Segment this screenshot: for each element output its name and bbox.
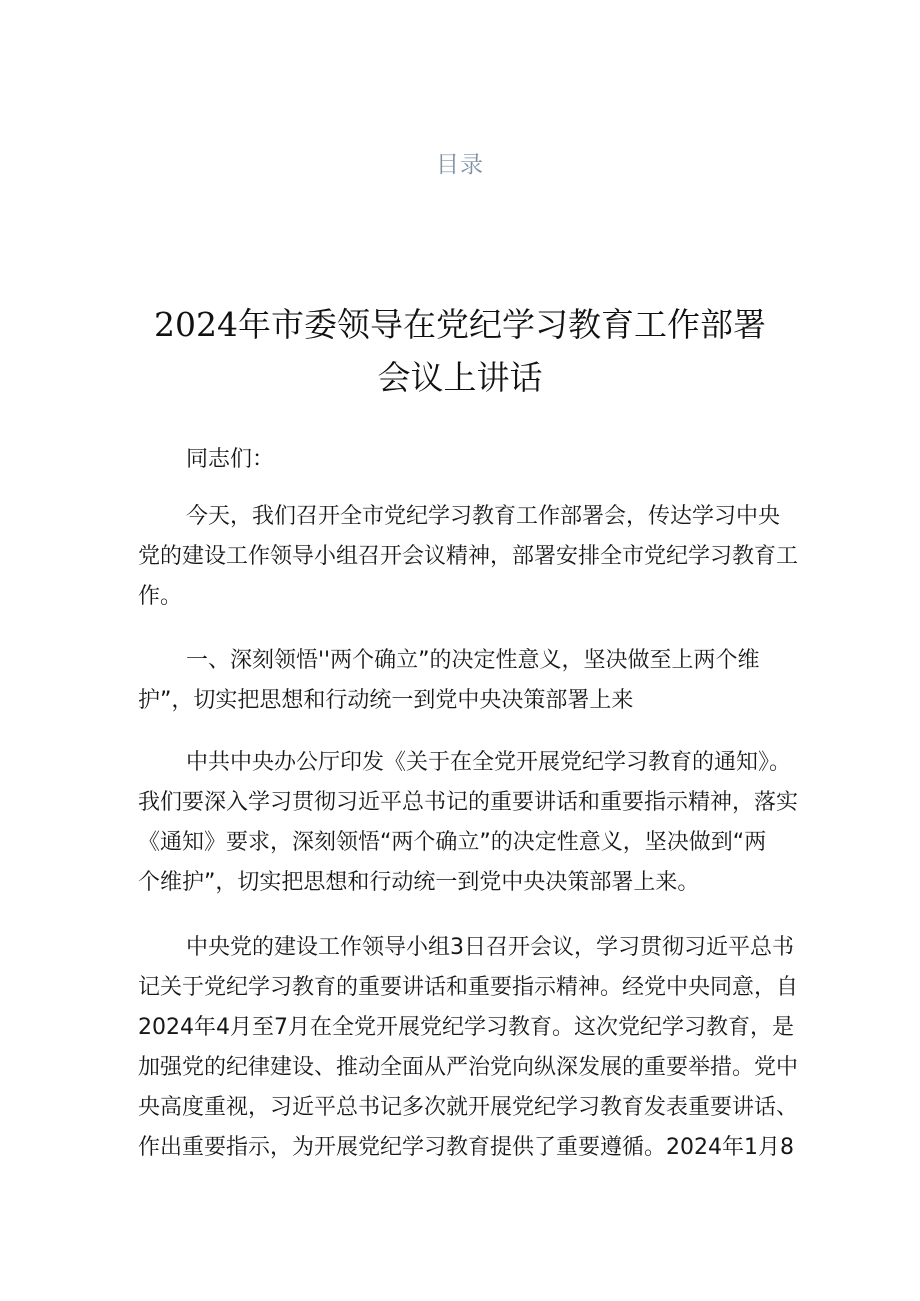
paragraph-line: 党的建设工作领导小组召开会议精神，部署安排全市党纪学习教育工 xyxy=(138,544,799,569)
paragraph-intro xyxy=(138,497,799,617)
paragraph-line: 记关于党纪学习教育的重要讲话和重要指示精神。经党中央同意，自 xyxy=(138,975,799,1000)
paragraph-line: 2024年4月至7月在全党开展党纪学习教育。这次党纪学习教育，是 xyxy=(138,1015,794,1040)
document-title-line: 会议上讲话 xyxy=(377,358,543,397)
paragraph-line: 一、深刻领悟''两个确立”的决定性意义，坚决做至上两个维 xyxy=(186,648,760,673)
paragraph-line: 《通知》要求，深刻领悟“两个确立”的决定性意义，坚决做到“两 xyxy=(138,830,767,855)
paragraph-line: 中央党的建设工作领导小组3日召开会议，学习贯彻习近平总书 xyxy=(186,935,794,960)
paragraph-line: 作。 xyxy=(138,584,183,609)
document-title-line: 2024年市委领导在党纪学习教育工作部署 xyxy=(154,305,766,344)
paragraph-line: 中共中央办公厅印发《关于在全党开展党纪学习教育的通知》。 xyxy=(186,750,792,775)
paragraph-line: 央高度重视，习近平总书记多次就开展党纪学习教育发表重要讲话、 xyxy=(138,1095,799,1120)
section-heading-1 xyxy=(138,641,788,721)
greeting-text: 同志们： xyxy=(186,447,275,472)
paragraph-line: 个维护”，切实把思想和行动统一到党中央决策部署上来。 xyxy=(138,870,700,895)
greeting xyxy=(138,440,788,480)
paragraph-line: 作出重要指示，为开展党纪学习教育提供了重要遵循。2024年1月8 xyxy=(138,1135,794,1160)
toc-title: 目录 xyxy=(436,152,484,178)
paragraph-meeting xyxy=(138,928,799,1168)
paragraph-line: 护”，切实把思想和行动统一到党中央决策部署上来 xyxy=(138,688,634,713)
paragraph-line: 加强党的纪律建设、推动全面从严治党向纵深发展的重要举措。党中 xyxy=(138,1055,799,1080)
document-title xyxy=(120,298,800,404)
paragraph-notice xyxy=(138,743,799,903)
paragraph-line: 我们要深入学习贯彻习近平总书记的重要讲话和重要指示精神，落实 xyxy=(138,790,799,815)
paragraph-line: 今天，我们召开全市党纪学习教育工作部署会，传达学习中央 xyxy=(186,504,781,529)
